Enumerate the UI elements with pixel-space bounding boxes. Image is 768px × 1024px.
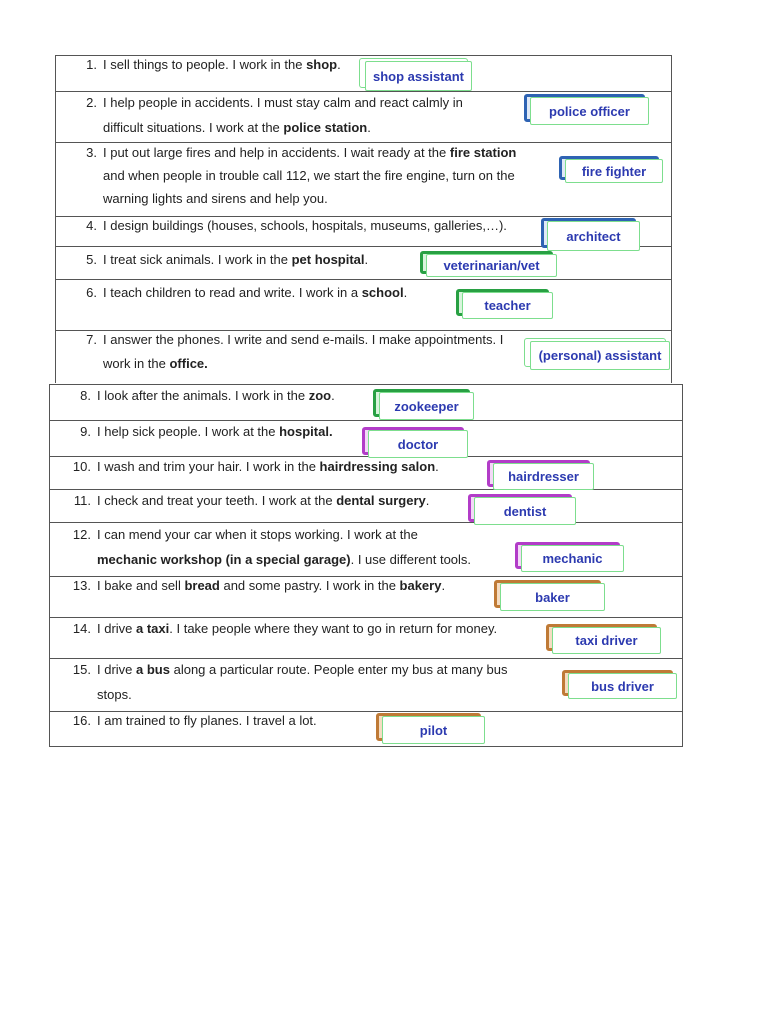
sentence-line [103,356,208,372]
answer-badge[interactable] [515,542,620,569]
row-divider [49,456,683,457]
sentence-text: stops. [97,687,132,702]
answer-badge[interactable] [494,580,601,608]
keyword-text: hospital. [279,424,333,439]
answer-badge[interactable] [468,494,572,522]
answer-badge[interactable] [524,338,666,367]
sentence-line [103,218,507,234]
row-divider [49,746,683,747]
sentence-text: I bake and sell [97,578,185,593]
answer-label: pilot [382,716,485,744]
sentence-text: I answer the phones. I write and send e-mails. I make appointments. I [103,332,504,347]
sentence-text: . [403,285,408,300]
answer-label: dentist [474,497,576,525]
row-divider [49,384,683,385]
answer-label: taxi driver [552,627,661,654]
keyword-text: dental surgery [336,493,426,508]
answer-label: doctor [368,430,468,458]
answer-label: architect [547,221,640,251]
row-divider [49,617,683,618]
row-divider [55,142,672,143]
keyword-text: fire station [449,145,517,160]
sentence-line [103,285,407,301]
sentence-line [103,120,371,136]
sentence-line [103,145,516,161]
answer-label: fire fighter [565,159,663,183]
keyword-text: hairdressing salon [319,459,436,474]
row-number: 13. [72,578,91,593]
sentence-text: . [364,252,369,267]
answer-label: baker [500,583,605,611]
sentence-line [103,332,503,348]
keyword-text: pet hospital [291,252,365,267]
answer-label: (personal) assistant [530,341,670,370]
answer-badge[interactable] [373,389,470,417]
keyword-text: a bus [136,662,170,677]
table-border-right [671,55,672,383]
row-number: 4. [86,218,97,233]
row-number: 16. [72,713,91,728]
answer-label: shop assistant [365,61,472,91]
sentence-line [97,527,418,543]
answer-label: bus driver [568,673,677,699]
sentence-line [97,424,333,440]
row-number: 2. [86,95,97,110]
row-divider [49,576,683,577]
answer-badge[interactable] [524,94,645,122]
answer-label: police officer [530,97,649,125]
row-divider [55,216,672,217]
keyword-text: bread [184,578,220,593]
sentence-line [97,687,132,703]
sentence-text: work in the [103,356,170,371]
sentence-line [103,168,515,184]
keyword-text: mechanic workshop (in a special garage) [97,552,351,567]
sentence-text: I design buildings (houses, schools, hospitals, museums, galleries,…). [103,218,507,233]
answer-badge[interactable] [487,460,590,487]
answer-label: hairdresser [493,463,594,490]
sentence-text: I can mend your car when it stops working. I work at the [97,527,418,542]
row-number: 1. [86,57,97,72]
sentence-line [97,662,507,678]
keyword-text: bakery [399,578,442,593]
row-divider [49,658,683,659]
answer-label: zookeeper [379,392,474,420]
sentence-line [103,57,341,73]
sentence-text: . I use different tools. [350,552,472,567]
sentence-text: . [331,388,335,403]
row-divider [55,91,672,92]
sentence-line [97,578,445,594]
sentence-text: difficult situations. I work at the [103,120,284,135]
answer-badge[interactable] [541,218,636,248]
row-number: 11. [73,493,91,508]
row-number: 12. [72,527,91,542]
sentence-text: I drive [97,621,137,636]
row-number: 7. [86,332,97,347]
answer-badge[interactable] [420,251,553,274]
row-number: 6. [86,285,97,300]
sentence-text: and when people in trouble call 112, we start the fire engine, turn on the [103,168,515,183]
table2-border-left [49,384,50,746]
answer-badge[interactable] [359,58,468,88]
row-divider [49,522,683,523]
keyword-text: shop [306,57,338,72]
sentence-line [103,95,463,111]
sentence-text: warning lights and sirens and help you. [103,191,328,206]
row-divider [49,711,683,712]
sentence-text: I teach children to read and write. I work in a [103,285,362,300]
keyword-text: office. [169,356,208,371]
sentence-text: and some pastry. I work in the [219,578,400,593]
sentence-text: . [425,493,430,508]
answer-label: veterinarian/vet [426,254,557,277]
sentence-text: . [441,578,446,593]
sentence-line [103,252,368,268]
sentence-line [97,388,335,404]
keyword-text: school [361,285,404,300]
sentence-line [97,459,439,475]
sentence-line [97,621,497,637]
sentence-text: . [367,120,371,135]
answer-label: teacher [462,292,553,319]
sentence-text: along a particular route. People enter my bus at many bus [169,662,508,677]
sentence-text: . [435,459,439,474]
row-divider [49,420,683,421]
answer-badge[interactable] [559,156,659,180]
keyword-text: a taxi [136,621,170,636]
row-divider [55,279,672,280]
table-border-left [55,55,56,383]
answer-badge[interactable] [362,427,464,455]
row-number: 3. [86,145,97,160]
sentence-text: I help people in accidents. I must stay calm and react calmly in [103,95,463,110]
keyword-text: zoo [308,388,332,403]
keyword-text: police station [283,120,368,135]
row-number: 15. [72,662,91,677]
row-number: 14. [72,621,91,636]
answer-badge[interactable] [456,289,549,316]
sentence-text: I check and treat your teeth. I work at the [97,493,337,508]
sentence-text: I help sick people. I work at the [97,424,280,439]
sentence-text: I wash and trim your hair. I work in the [97,459,320,474]
sentence-line [97,713,317,729]
answer-badge[interactable] [546,624,657,651]
sentence-line [97,552,471,568]
row-number: 8. [80,388,91,403]
row-divider [55,330,672,331]
sentence-text: I sell things to people. I work in the [103,57,307,72]
sentence-text: I am trained to fly planes. I travel a lot. [97,713,317,728]
answer-label: mechanic [521,545,624,572]
row-number: 5. [86,252,97,267]
sentence-text: I look after the animals. I work in the [97,388,309,403]
row-number: 9. [80,424,91,439]
row-number: 10. [72,459,91,474]
sentence-text: . I take people where they want to go in return for money. [169,621,498,636]
table2-border-right [682,384,683,746]
table-border-top [55,55,672,56]
answer-badge[interactable] [376,713,481,741]
sentence-line [103,191,328,207]
sentence-text: I treat sick animals. I work in the [103,252,292,267]
sentence-text: . [337,57,341,72]
sentence-text: I put out large fires and help in accidents. I wait ready at the [103,145,450,160]
sentence-line [97,493,429,509]
sentence-text: I drive [97,662,137,677]
answer-badge[interactable] [562,670,673,696]
